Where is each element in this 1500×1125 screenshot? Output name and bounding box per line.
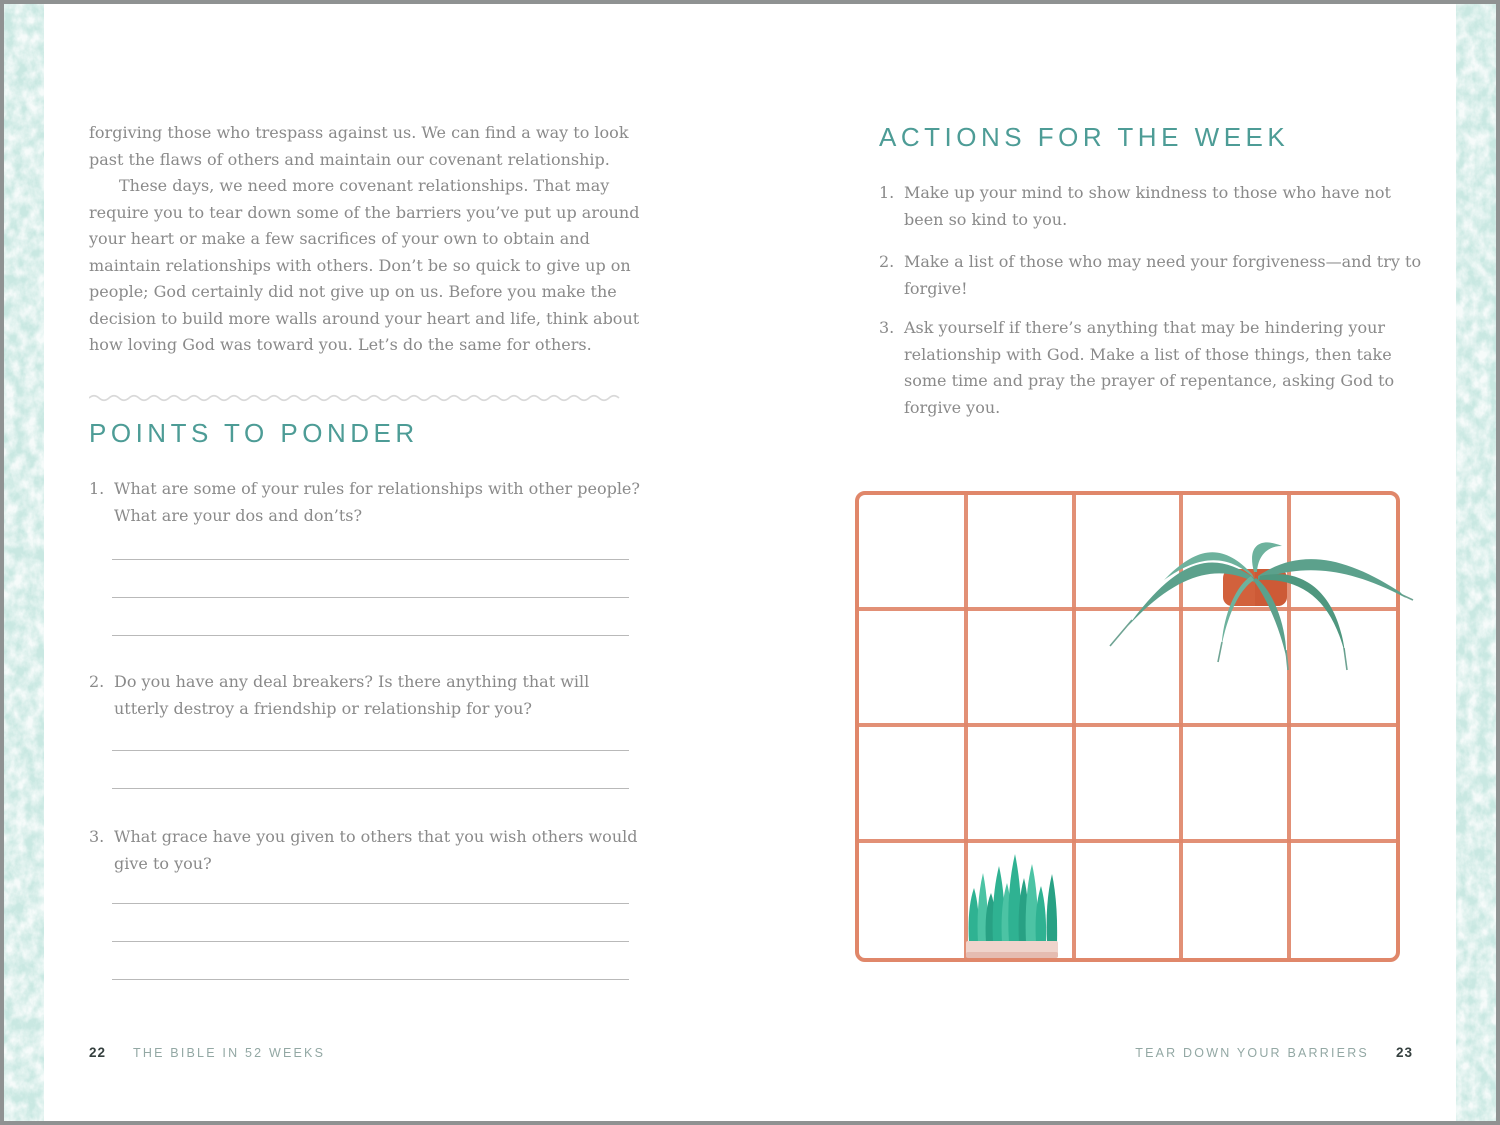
action-1 — [879, 180, 1409, 233]
action-line: forgive you. — [904, 397, 1001, 417]
left-page-footer — [89, 1045, 325, 1060]
action-2 — [879, 249, 1422, 302]
snake-plant-illustration — [962, 848, 1062, 963]
action-line: Make a list of those who may need your forgiveness—and try to — [904, 252, 1422, 271]
question-2 — [89, 669, 634, 722]
action-line: forgive! — [904, 278, 968, 298]
writing-line — [112, 597, 629, 598]
writing-line — [112, 788, 629, 789]
question-3 — [89, 824, 638, 877]
question-number: 1. — [89, 479, 105, 498]
question-line: give to you? — [114, 853, 212, 873]
writing-line — [112, 903, 629, 904]
action-number: 1. — [879, 183, 895, 202]
chapter-title: TEAR DOWN YOUR BARRIERS — [1135, 1046, 1369, 1060]
body-line: how loving God was toward you. Let’s do the same for others. — [89, 335, 592, 354]
body-line: maintain relationships with others. Don’t be so quick to give up on — [89, 255, 631, 275]
action-line: relationship with God. Make a list of those things, then take — [904, 344, 1392, 364]
right-texture-border — [1456, 4, 1496, 1121]
hanging-fern-illustration — [1104, 522, 1414, 677]
question-line: What are some of your rules for relationships with other people? — [114, 479, 640, 498]
question-line: What grace have you given to others that you wish others would — [114, 827, 638, 846]
writing-line — [112, 941, 629, 942]
body-line: forgiving those who trespass against us. We can find a way to look — [89, 123, 629, 142]
left-texture-border — [4, 4, 44, 1121]
body-line: These days, we need more covenant relationships. That may — [119, 176, 610, 195]
writing-line — [112, 559, 629, 560]
body-line: require you to tear down some of the barriers you’ve put up around — [89, 202, 640, 222]
question-line: Do you have any deal breakers? Is there anything that will — [114, 672, 590, 691]
writing-line — [112, 750, 629, 751]
question-line: What are your dos and don’ts? — [114, 505, 363, 525]
page-number: 22 — [89, 1045, 107, 1060]
question-number: 2. — [89, 672, 105, 691]
action-line: some time and pray the prayer of repentance, asking God to — [904, 371, 1395, 390]
body-line: past the flaws of others and maintain our covenant relationship. — [89, 149, 610, 169]
body-line: people; God certainly did not give up on us. Before you make the — [89, 282, 617, 301]
action-number: 2. — [879, 252, 895, 271]
points-to-ponder-heading: POINTS TO PONDER — [89, 418, 419, 448]
question-line: utterly destroy a friendship or relationship for you? — [114, 698, 532, 718]
actions-for-week-heading: ACTIONS FOR THE WEEK — [879, 122, 1290, 152]
question-number: 3. — [89, 827, 105, 846]
right-page-footer — [1135, 1045, 1413, 1060]
book-title: THE BIBLE IN 52 WEEKS — [133, 1046, 326, 1060]
writing-line — [112, 979, 629, 980]
action-3 — [879, 315, 1409, 421]
body-line: decision to build more walls around your heart and life, think about — [89, 308, 640, 328]
body-text — [89, 120, 639, 359]
body-line: your heart or make a few sacrifices of your own to obtain and — [89, 229, 590, 248]
grid-line — [859, 839, 1396, 843]
wavy-divider — [89, 390, 629, 404]
page-number: 23 — [1395, 1045, 1413, 1060]
question-1 — [89, 476, 640, 529]
action-line: Ask yourself if there’s anything that may be hindering your — [904, 318, 1386, 337]
action-line: been so kind to you. — [904, 209, 1068, 229]
action-line: Make up your mind to show kindness to those who have not — [904, 183, 1391, 202]
writing-line — [112, 635, 629, 636]
grid-line — [859, 723, 1396, 727]
action-number: 3. — [879, 318, 895, 337]
